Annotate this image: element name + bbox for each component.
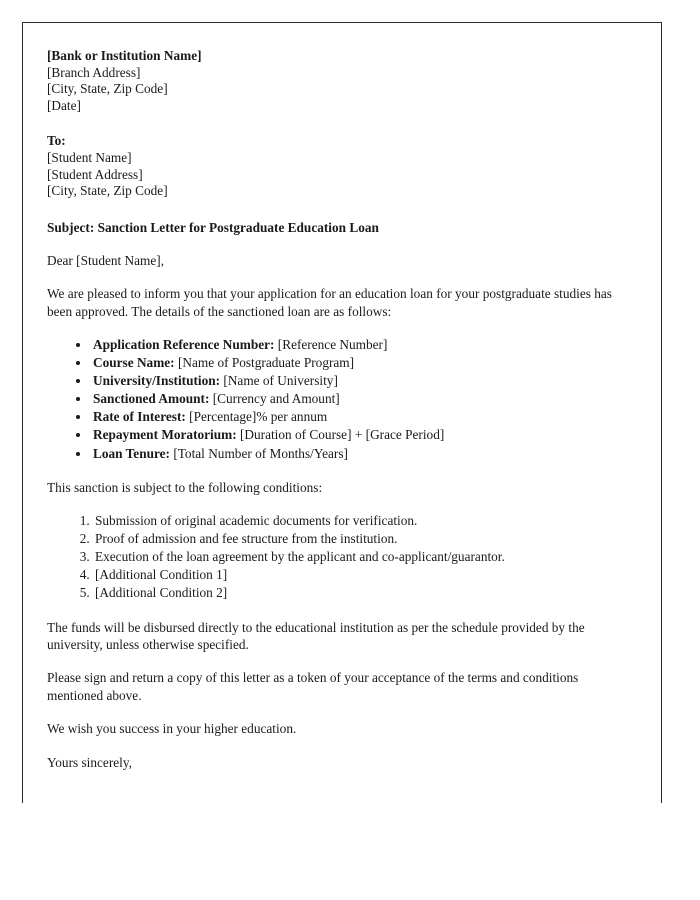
spacer (47, 738, 630, 754)
spacer (47, 236, 630, 252)
list-item: 4. [Additional Condition 1] (93, 566, 630, 584)
detail-label: Rate of Interest: (93, 409, 186, 425)
document-page (22, 22, 662, 803)
detail-value: [Reference Number] (277, 336, 388, 352)
recipient-heading: To: (47, 133, 66, 149)
list-item (91, 372, 630, 390)
subject-line: Subject: Sanction Letter for Postgraduate Education Loan (47, 219, 379, 235)
recipient-address-block (47, 133, 630, 199)
detail-value: [Name of University] (223, 373, 338, 389)
recipient-city-state-zip: [City, State, Zip Code] (47, 183, 168, 199)
list-item (91, 354, 630, 372)
detail-value: [Name of Postgraduate Program] (177, 355, 355, 371)
sender-address-block (47, 48, 630, 114)
conditions-list (47, 512, 630, 602)
spacer (47, 496, 630, 512)
acceptance-paragraph: Please sign and return a copy of this letter as a token of your acceptance of the terms and conditions mentioned above. (47, 670, 579, 703)
detail-value: [Currency and Amount] (212, 391, 340, 407)
sender-institution-name: [Bank or Institution Name] (47, 48, 202, 63)
detail-value: [Percentage]% per annum (189, 409, 328, 425)
list-item (91, 336, 630, 354)
spacer (47, 463, 630, 479)
list-item (91, 445, 630, 463)
letter-date: [Date] (47, 97, 81, 113)
detail-label: Repayment Moratorium: (93, 427, 237, 443)
list-item: 3. Execution of the loan agreement by the applicant and co-applicant/guarantor. (93, 548, 630, 566)
spacer (47, 704, 630, 720)
spacer (47, 269, 630, 285)
wishes-paragraph: We wish you success in your higher education. (47, 721, 297, 737)
recipient-student-name: [Student Name] (47, 149, 132, 165)
detail-label: University/Institution: (93, 373, 221, 389)
closing-salutation: Yours sincerely, (47, 754, 132, 770)
spacer (47, 114, 630, 133)
spacer (47, 653, 630, 669)
detail-label: Course Name: (93, 355, 175, 371)
detail-label: Sanctioned Amount: (93, 391, 210, 407)
detail-value: [Total Number of Months/Years] (173, 445, 348, 461)
sender-branch-address: [Branch Address] (47, 64, 141, 80)
letter-content (47, 48, 630, 771)
detail-label: Application Reference Number: (93, 336, 275, 352)
sender-city-state-zip: [City, State, Zip Code] (47, 81, 168, 97)
list-item: 1. Submission of original academic documents for verification. (93, 512, 630, 530)
list-item (91, 390, 630, 408)
intro-paragraph: We are pleased to inform you that your application for an education loan for your postgraduate studies has been approved. The details of the sanctioned loan are as follows: (47, 286, 612, 319)
detail-value: [Duration of Course] + [Grace Period] (239, 427, 445, 443)
list-item: 5. [Additional Condition 2] (93, 584, 630, 602)
disbursement-paragraph: The funds will be disbursed directly to the educational institution as per the schedule provided by the university, unless otherwise specified. (47, 619, 585, 652)
spacer (47, 200, 630, 219)
recipient-student-address: [Student Address] (47, 166, 143, 182)
list-item: 2. Proof of admission and fee structure from the institution. (93, 530, 630, 548)
spacer (47, 320, 630, 336)
list-item (91, 426, 630, 444)
list-item (91, 408, 630, 426)
loan-details-list (47, 336, 630, 463)
detail-label: Loan Tenure: (93, 445, 170, 461)
conditions-intro: This sanction is subject to the following conditions: (47, 479, 323, 495)
spacer (47, 603, 630, 619)
salutation: Dear [Student Name], (47, 252, 165, 268)
